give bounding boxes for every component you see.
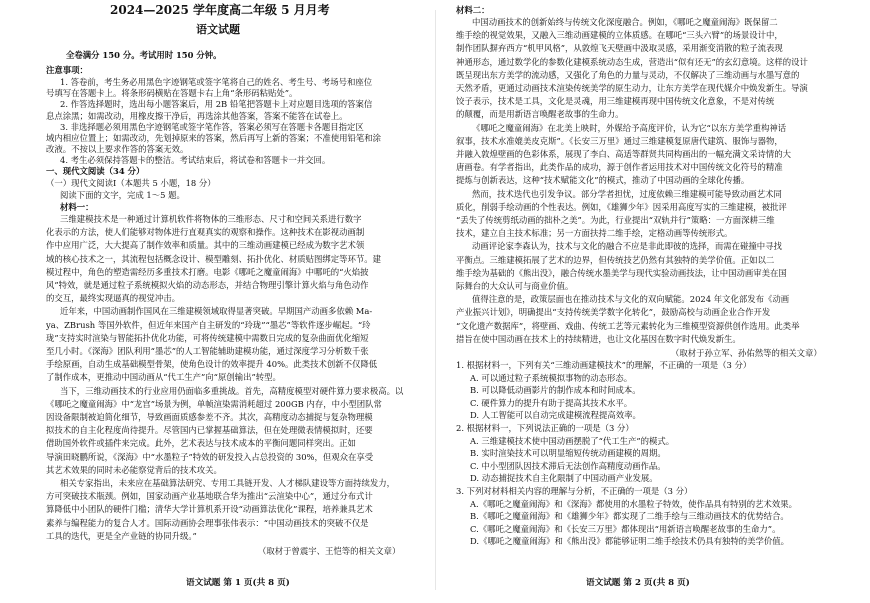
note-line: 息点涂黑；如需改动，用橡皮擦干净后，再选涂其他答案，答案不能答在试卷上。 (46, 110, 348, 121)
notes-heading: 注意事项： (46, 65, 88, 75)
paragraph-line: 维手绘为基础的《熊出没》，融合传统水墨美学与现代实验动画技法，让中国动画审美在国 (456, 267, 787, 278)
answer-option: A.《哪吒之魔童闹海》和《深海》都使用的水墨粒子特效，使作品具有特别的艺术效果。 (470, 498, 797, 509)
paragraph-line: 中国动画技术的创新始终与传统文化深度融合。例如，《哪吒之魔童闹海》既保留二 (472, 17, 778, 27)
exam-meta: 全卷满分 150 分。考试用时 150 分钟。 (66, 50, 222, 60)
question-stem: 2. 根据材料一，下列说法正确的一项是（3 分） (456, 423, 634, 433)
answer-option: C. 中小型团队因技术滞后无法创作高精度动画作品。 (470, 460, 666, 471)
answer-option: A. 可以通过粒子系统模拟事物的动态形态。 (470, 372, 633, 383)
page-2-footer: 语文试题 第 2 页(共 8 页) (586, 578, 690, 588)
page-1-footer: 语文试题 第 1 页(共 8 页) (186, 578, 290, 588)
paragraph-line: 域的核心技术之一，其流程包括概念设计、模型雕刻、拓扑优化、材质贴图绑定等环节。建 (46, 253, 381, 264)
paragraph-line: ya、ZBrush 等国外软件，但近年来国产自主研发的“玲珑”“墨芯”等软件逐步崛起。“玲 (46, 319, 371, 330)
paragraph-line: 相关专家指出，未来应在基础算法研究、专用工具链开发、人才梯队建设等方面持续发力， (60, 478, 395, 488)
paragraph-line: 饺子表示，技术是工具，文化是灵魂，用三维建模再现中国传统文化意象，不是对传统 (456, 96, 775, 107)
paragraph-line: 其艺术效果的同时未必能察觉背后的技术攻关。 (46, 464, 222, 475)
paragraph-line: 际舞台的大众认可与商业价值。 (456, 281, 574, 291)
paragraph-line: 天然矛盾，更通过动画技术渲染传统美学的原生动力，让东方美学在现代媒介中焕发新生。导演 (456, 83, 808, 93)
exam-title: 2024—2025 学年度高二年级 5 月月考 (110, 3, 330, 17)
answer-option: D.《哪吒之魔童闹海》和《熊出没》都能够证明二维手绘技术仍具有独特的美学价值。 (470, 536, 789, 547)
paragraph-line: 产业振兴计划》，明确提出“支持传统美学数字化转化”，鼓励高校与动画企业合作开发 (456, 307, 771, 318)
note-line: 1. 答卷前，考生务必用黑色字迹钢笔或签字笔将自己的姓名、考生号、考场号和座位 (60, 77, 373, 87)
note-line: 改液。不按以上要求作答的答案无效。 (46, 144, 189, 155)
answer-option: C.《哪吒之魔童闹海》和《长安三万里》都体现出“用新语言唤醒老故事的生命力”。 (470, 523, 781, 534)
section-title: 一、现代文阅读（34 分） (46, 166, 145, 176)
material-1-source: （取材于曾震宇、王恺等的相关文章） (258, 546, 401, 556)
reading-instruction: 阅读下面的文字，完成 1～5 题。 (60, 190, 185, 200)
paragraph-line: 三维建模技术是一种通过计算机软件将物体的三维形态、尺寸和空间关系进行数字 (60, 214, 362, 224)
note-line: 域内相应位置上；如需改动，先划掉原来的答案，然后再写上新的答案；不准使用铅笔和涂 (46, 133, 381, 143)
page-2 (436, 0, 870, 603)
paragraph-line: 模过程中，角色的塑造需经历多重技术打磨。电影《哪吒之魔童闹海》中哪吒的“火焰披 (46, 266, 369, 277)
paragraph-line: 手绘原画，自动生成基础模型骨架，使角色设计的效率提升 40%。此类技术创新不仅降低 (46, 359, 378, 370)
note-line: 2. 作答选择题时，选出每小题答案后，用 2B 铅笔把答题卡上对应题目选项的答案信 (60, 99, 373, 110)
paragraph-line: 叙事，技术水准媲美皮克斯”。《长安三万里》通过三维建模复原唐代建筑、服饰与器物， (456, 135, 783, 146)
paragraph-line: 《哪吒之魔童闹海》中“龙宫”场景为例，单帧渲染需消耗超过 200GB 内存，中小型团队常 (46, 398, 382, 409)
answer-option: B. 可以降低动画影片的制作成本和时间成本。 (470, 385, 641, 396)
paragraph-line: 拟技术的自主化程度尚待提升。尽管国内已掌握基础算法，但在处理微表情模拟时，还要 (46, 425, 373, 436)
paragraph-line: 值得注意的是，政策层面也在推动技术与文化的双向赋能。2024 年文化部发布《动画 (472, 294, 790, 305)
question-stem: 1. 根据材料一，下列有关“三维动画建模技术”的理解，不正确的一项是（3 分） (456, 360, 752, 370)
paragraph-line: “文化遗产数据库”，将壁画、戏曲、传统工艺等元素转化为三维模型资源供创作选用。此类举 (456, 320, 800, 331)
paragraph-line: 风”特效，就是通过粒子系统模拟火焰的动态形态，并结合物理引擎计算火焰与角色动作 (46, 280, 369, 290)
answer-option: C. 硬件算力的提升有助于提高其技术水平。 (470, 397, 633, 408)
paragraph-line: 唐画卷。有学者指出，此类作品的成功，源于创作者运用技术对中国传统文化符号的精准 (456, 162, 783, 173)
paragraph-line: 的交互，最终实现逼真的视觉冲击。 (46, 293, 180, 304)
paragraph-line: 《哪吒之魔童闹海》在北美上映时，外媒给予高度评价，认为它“以东方美学重构神话 (472, 122, 787, 133)
paragraph-line: 化表示的方法，使人们能够对物体进行直观真实的观察和操作。这种技术在影视动画制 (46, 227, 365, 238)
question-stem: 3. 下列对材料相关内容的理解与分析，不正确的一项是（3 分） (456, 486, 693, 496)
material-1-title: 材料一： (60, 202, 94, 212)
paragraph-line: 工具的迭代，更是全产业链的协同升级。” (46, 530, 197, 541)
paragraph-line: 导演田晓鹏所说，《深海》中“水墨粒子”特效的研发投入占总投资的 30%，但观众在享受 (46, 451, 374, 462)
paragraph-line: 动画评论家李森认为，技术与文化的融合不应是非此即彼的选择，而需在碰撞中寻找 (472, 241, 782, 252)
note-line: 3. 非选择题必须用黑色字迹钢笔或签字笔作答，答案必须写在答题卡各题目指定区 (60, 121, 364, 132)
paragraph-line: 当下，三维动画技术的行业应用仍面临多重挑战。首先，高精度模型对硬件算力要求极高。以 (60, 385, 404, 396)
paragraph-line: 提炼与创新表达，这种“技术赋能文化”的模式，推动了中国动画的全球化传播。 (456, 175, 750, 186)
paragraph-line: 作中应用广泛，大大提高了制作效率和质量。其中的三维动画建模已经成为数字艺术领 (46, 240, 365, 251)
paragraph-line: 素养与编程能力的复合人才。国际动画协会理事张伟表示：“中国动画技术的突破不仅是 (46, 517, 369, 528)
paragraph-line: 并融入敦煌壁画的色彩体系，展现了李白、高适等群贤共同构画出的一幅充满文采诗情的大 (456, 149, 791, 159)
paragraph-line: 近年来，中国动画制作国风在三维建模领域取得显著突破。早期国产动画多依赖 Ma- (60, 306, 373, 317)
paragraph-line: 借助国外软件或插件来完成。此外，艺术表达与技术成本的平衡问题同样突出。正如 (46, 438, 356, 449)
paragraph-line: 神通形态，通过数学化的参数化建模系统动态生成，营造出“似有还无”的玄幻意境。这样的设计 (456, 56, 808, 67)
paragraph-line: 方可突破技术瓶颈。例如，国家动画产业基地联合华为推出“云渲染中心”，通过分布式计 (46, 491, 373, 502)
paragraph-line: 质化，削弱手绘动画的个性表达。例如，《雄狮少年》因采用高度写实的三维建模，被批评 (456, 201, 787, 212)
answer-option: A. 三维建模技术使中国动画摆脱了“代工生产”的模式。 (470, 435, 675, 446)
answer-option: D. 动态捕捉技术自主化限制了中国动画产业发展。 (470, 473, 658, 484)
paragraph-line: 的颠覆，而是用新语言唤醒老故事的生命力。 (456, 109, 624, 120)
paragraph-line: 算降低中小团队的硬件门槛；清华大学计算机系开设“动画算法优化”课程，培养兼具艺术 (46, 504, 373, 515)
note-line: 号填写在答题卡上。将条形码横贴在答题卡右上角“条形码粘贴处”。 (46, 88, 298, 99)
note-line: 4. 考生必须保持答题卡的整洁。考试结束后，将试卷和答题卡一并交回。 (60, 155, 331, 166)
paragraph-line: “丢失了传统剪纸动画的拙朴之美”。为此，行业提出“双轨并行”策略：一方面深耕三维 (456, 215, 775, 225)
paragraph-line: 措旨在使中国动画在技术上的持续精进，也让文化基因在数字时代焕发新生。 (456, 333, 741, 344)
paragraph-line: 维手绘的视觉效果，又融入三维动画建模的立体质感。在哪吒“三头六臂”的场景设计中， (456, 30, 783, 41)
answer-option: D. 人工智能可以自动完成建模流程提高效率。 (470, 410, 641, 421)
paragraph-line: 然而，技术迭代也引发争议。部分学者担忧，过度依赖三维建模可能导致动画艺术同 (472, 188, 782, 199)
paragraph-line: 技术，建立自主技术标准；另一方面扶持二维手绘，定格动画等传统形式。 (456, 228, 733, 239)
paragraph-line: 制作团队摒弃西方“机甲风格”，从敦煌飞天壁画中汲取灵感，采用渐变消散的粒子流表现 (456, 43, 783, 54)
paragraph-line: 既呈现出东方美学的流动感，又强化了角色的力量与灵动，不仅解决了三维动画与水墨写意的 (456, 69, 800, 80)
paragraph-line: 至几小时。《深海》团队利用“墨芯”的人工智能辅助建模功能，通过深度学习分析数千张 (46, 346, 369, 356)
paragraph-line: 珑”支持实时渲染与智能拓扑优化功能，可将传统建模中需数日完成的复杂曲面优化缩短 (46, 332, 369, 343)
paragraph-line: 平衡点。三维建模拓展了艺术的边界，但传统技艺仍然有其独特的美学价值。正如以二 (456, 254, 775, 265)
paragraph-line: 因设备限制被迫简化细节，导致画面质感参差不齐。其次，高精度动态捕捉与复杂物理模 (46, 412, 373, 422)
material-2-source: （取材于孙立军、孙佑然等的相关文章） (671, 348, 822, 358)
section-subtitle: （一）现代文阅读Ⅰ（本题共 5 小题，18 分） (46, 178, 216, 188)
material-2-title: 材料二： (456, 5, 490, 15)
answer-option: B.《哪吒之魔童闹海》和《雄狮少年》都实现了二维手绘与三维动画技术的优势结合。 (470, 511, 789, 522)
subject-title: 语文试题 (196, 23, 240, 36)
answer-option: B. 实时渲染技术可以明显缩短传统动画建模的周期。 (470, 448, 666, 459)
paragraph-line: 了制作成本，更推动中国动画从“代工生产”向“原创输出”转型。 (46, 372, 281, 383)
